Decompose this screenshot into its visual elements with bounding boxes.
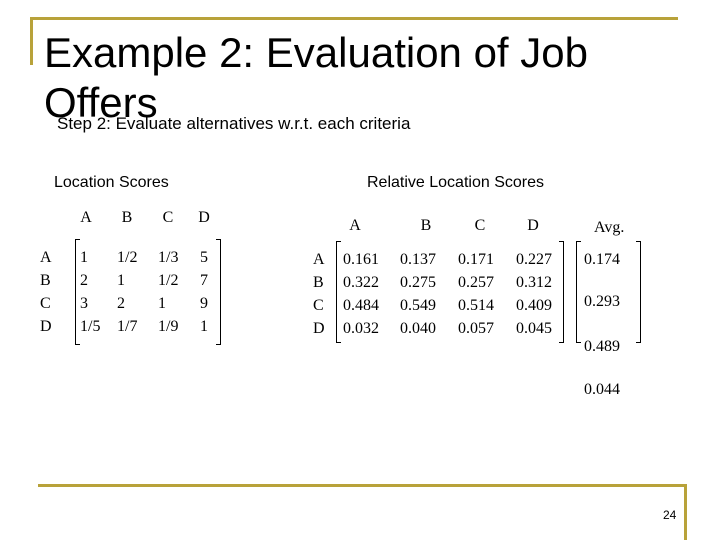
matrix-cell: 0.040	[400, 320, 436, 337]
row-label: B	[313, 274, 324, 291]
avg-bracket-left	[576, 241, 581, 343]
slide-title: Example 2: Evaluation of Job Offers	[44, 29, 588, 126]
matrix-cell: 0.514	[458, 297, 494, 314]
matrix-cell: 1/2	[158, 272, 179, 289]
matrix-column	[516, 248, 552, 340]
avg-bracket-right	[636, 241, 641, 343]
matrix-column	[400, 248, 436, 340]
column-header: A	[80, 209, 92, 226]
row-labels	[313, 248, 325, 340]
column-header: B	[420, 217, 432, 234]
page-number: 24	[663, 508, 677, 522]
matrix-cell: 0.549	[400, 297, 436, 314]
matrix-cell: 7	[200, 272, 208, 289]
relative-scores-caption: Relative Location Scores	[367, 174, 544, 191]
title-left-rule	[30, 17, 33, 65]
matrix-cell: 3	[80, 295, 88, 312]
location-scores-caption: Location Scores	[54, 174, 169, 191]
matrix-cell: 1/5	[80, 318, 101, 335]
matrix-cell: 0.227	[516, 251, 552, 268]
row-label: C	[40, 295, 51, 312]
matrix-column	[117, 246, 137, 338]
column-header: A	[349, 217, 361, 234]
row-label: B	[40, 272, 51, 289]
column-header: B	[121, 209, 133, 226]
matrix-bracket-left	[336, 241, 341, 343]
footer-rule	[38, 484, 686, 487]
column-header: C	[162, 209, 174, 226]
matrix-cell: 1	[80, 249, 88, 266]
matrix-cell: 0.161	[343, 251, 379, 268]
footer-right-rule	[684, 484, 687, 540]
matrix-cell: 1/9	[158, 318, 179, 335]
matrix-column	[158, 246, 178, 338]
column-header: D	[527, 217, 539, 234]
avg-header: Avg.	[594, 219, 625, 236]
avg-value: 0.489	[584, 338, 620, 355]
matrix-cell: 2	[80, 272, 88, 289]
column-header: D	[198, 209, 210, 226]
matrix-cell: 1	[200, 318, 208, 335]
matrix-cell: 1	[117, 272, 125, 289]
matrix-cell: 0.322	[343, 274, 379, 291]
matrix-column	[343, 248, 379, 340]
matrix-cell: 2	[117, 295, 125, 312]
matrix-cell: 0.045	[516, 320, 552, 337]
matrix-cell: 0.171	[458, 251, 494, 268]
matrix-cell: 9	[200, 295, 208, 312]
row-label: A	[40, 249, 52, 266]
slide-subtitle: Step 2: Evaluate alternatives w.r.t. each criteria	[57, 114, 411, 133]
matrix-cell: 1	[158, 295, 166, 312]
matrix-cell: 0.057	[458, 320, 494, 337]
matrix-cell: 0.275	[400, 274, 436, 291]
matrix-cell: 1/3	[158, 249, 179, 266]
matrix-column	[200, 246, 208, 338]
row-label: C	[313, 297, 324, 314]
row-label: A	[313, 251, 325, 268]
matrix-cell: 5	[200, 249, 208, 266]
matrix-cell: 0.137	[400, 251, 436, 268]
row-label: D	[313, 320, 325, 337]
matrix-cell: 0.312	[516, 274, 552, 291]
matrix-column	[80, 246, 100, 338]
row-labels	[40, 246, 52, 338]
matrix-bracket-right	[216, 239, 221, 345]
title-top-rule	[30, 17, 678, 20]
avg-value: 0.044	[584, 381, 620, 398]
matrix-cell: 0.409	[516, 297, 552, 314]
matrix-cell: 0.032	[343, 320, 379, 337]
matrix-cell: 0.484	[343, 297, 379, 314]
avg-value: 0.293	[584, 293, 620, 310]
row-label: D	[40, 318, 52, 335]
avg-value: 0.174	[584, 251, 620, 268]
matrix-bracket-right	[559, 241, 564, 343]
matrix-column	[458, 248, 494, 340]
matrix-cell: 1/2	[117, 249, 138, 266]
matrix-cell: 0.257	[458, 274, 494, 291]
column-header: C	[474, 217, 486, 234]
matrix-cell: 1/7	[117, 318, 138, 335]
